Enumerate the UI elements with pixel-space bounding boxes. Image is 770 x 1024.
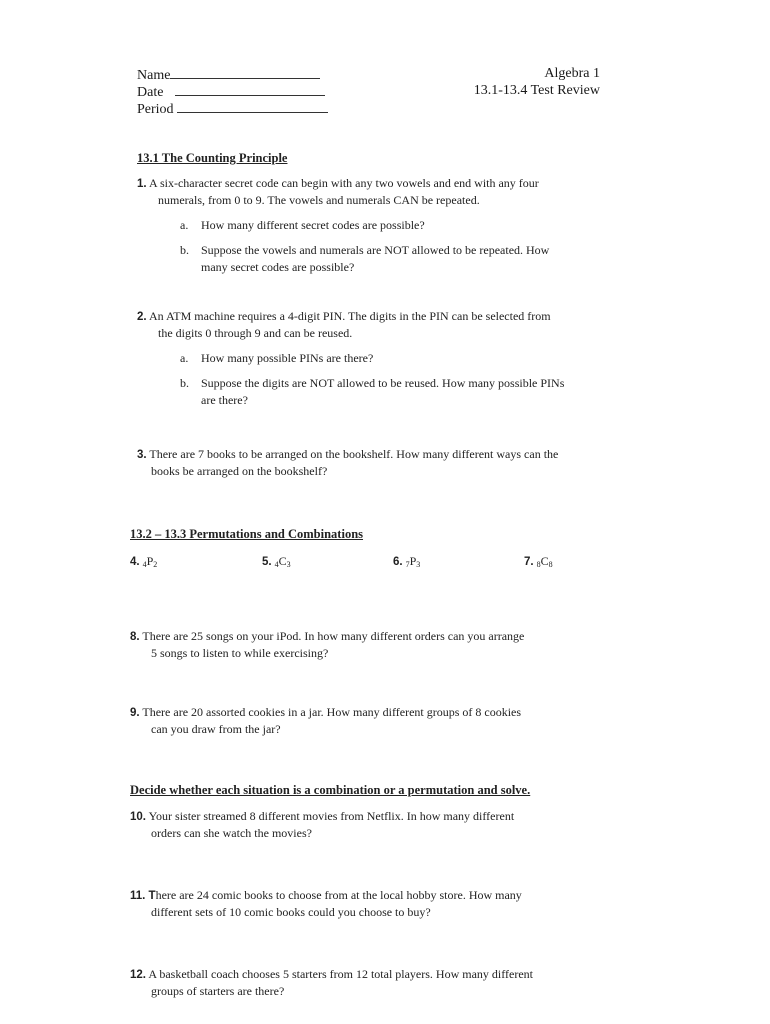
question-text: There are 7 books to be arranged on the bookshelf. How many different ways can the xyxy=(149,447,559,461)
question-8 xyxy=(130,628,524,646)
question-number: 1. xyxy=(137,178,147,190)
notation-letter: C xyxy=(278,554,287,568)
question-1 xyxy=(137,175,539,193)
question-text: can you draw from the jar? xyxy=(151,722,281,736)
question-number: 9. xyxy=(130,707,140,719)
name-blank[interactable] xyxy=(170,65,320,79)
notation-n: 7 xyxy=(405,560,410,569)
question-number: 10. xyxy=(130,811,146,823)
question-text: the digits 0 through 9 and can be reused. xyxy=(158,326,353,340)
sub-label: a. xyxy=(180,351,189,365)
question-text: different sets of 10 comic books could you choose to buy? xyxy=(151,905,431,919)
section-heading-counting: 13.1 The Counting Principle xyxy=(137,151,288,165)
question-text: An ATM machine requires a 4-digit PIN. The digits in the PIN can be selected from xyxy=(148,309,551,323)
date-blank[interactable] xyxy=(175,82,325,96)
sub-question-1a xyxy=(180,217,188,234)
sub-question-text: Suppose the digits are NOT allowed to be reused. How many possible PINs xyxy=(201,376,565,390)
date-label: Date xyxy=(137,85,164,100)
question-10 xyxy=(130,808,514,826)
question-number: 4. xyxy=(130,556,140,568)
notation-r: 2 xyxy=(153,560,158,569)
question-6 xyxy=(393,553,420,573)
question-text: There are 25 songs on your iPod. In how many different orders can you arrange xyxy=(142,629,525,643)
sub-label: a. xyxy=(180,218,189,232)
question-5 xyxy=(262,553,291,573)
question-number: 6. xyxy=(393,556,403,568)
sub-label: b. xyxy=(180,376,189,390)
question-text: 5 songs to listen to while exercising? xyxy=(151,646,329,660)
question-number: 3. xyxy=(137,449,147,461)
worksheet-title: 13.1-13.4 Test Review xyxy=(473,83,600,98)
period-field xyxy=(137,99,328,118)
notation-letter: P xyxy=(409,554,417,568)
question-text: Your sister streamed 8 different movies from Netflix. In how many different xyxy=(148,809,515,823)
question-number: 12. xyxy=(130,969,146,981)
period-label: Period xyxy=(137,102,174,117)
question-text: A basketball coach chooses 5 starters from 12 total players. How many different xyxy=(148,967,534,981)
question-number: 5. xyxy=(262,556,272,568)
notation-n: 8 xyxy=(536,560,541,569)
notation-letter: P xyxy=(146,554,154,568)
question-text: here are 24 comic books to choose from at the local hobby store. How many xyxy=(155,888,522,902)
sub-question-text: are there? xyxy=(201,393,248,407)
sub-question-text: How many different secret codes are possible? xyxy=(201,218,425,232)
question-11 xyxy=(130,887,522,905)
question-text: A six-character secret code can begin with any two vowels and end with any four xyxy=(148,176,539,190)
question-4 xyxy=(130,553,157,573)
notation-r: 3 xyxy=(416,560,421,569)
question-text: There are 20 assorted cookies in a jar. How many different groups of 8 cookies xyxy=(142,705,522,719)
question-7 xyxy=(524,553,553,573)
notation-n: 4 xyxy=(142,560,147,569)
sub-question-text: Suppose the vowels and numerals are NOT allowed to be repeated. How xyxy=(201,243,550,257)
notation-letter: C xyxy=(540,554,549,568)
section-heading-permutations: 13.2 – 13.3 Permutations and Combinations xyxy=(130,527,364,541)
name-label: Name xyxy=(137,68,171,83)
notation-r: 8 xyxy=(548,560,553,569)
section-heading-decide: Decide whether each situation is a combination or a permutation and solve. xyxy=(130,783,531,797)
question-number: 11. T xyxy=(130,890,156,902)
sub-label: b. xyxy=(180,243,189,257)
question-3 xyxy=(137,446,558,464)
question-number: 7. xyxy=(524,556,534,568)
question-text: books be arranged on the bookshelf? xyxy=(151,464,328,478)
notation-r: 3 xyxy=(286,560,291,569)
question-number: 2. xyxy=(137,311,147,323)
question-text: numerals, from 0 to 9. The vowels and numerals CAN be repeated. xyxy=(158,193,480,207)
sub-question-1b xyxy=(180,242,189,259)
sub-question-text: How many possible PINs are there? xyxy=(201,351,374,365)
question-12 xyxy=(130,966,533,984)
sub-question-text: many secret codes are possible? xyxy=(201,260,355,274)
course-name: Algebra 1 xyxy=(544,66,600,81)
question-number: 8. xyxy=(130,631,140,643)
question-2 xyxy=(137,308,551,326)
question-text: groups of starters are there? xyxy=(151,984,285,998)
notation-n: 4 xyxy=(274,560,279,569)
question-9 xyxy=(130,704,521,722)
period-blank[interactable] xyxy=(177,99,328,113)
sub-question-2b xyxy=(180,375,189,392)
question-text: orders can she watch the movies? xyxy=(151,826,312,840)
sub-question-2a xyxy=(180,350,188,367)
